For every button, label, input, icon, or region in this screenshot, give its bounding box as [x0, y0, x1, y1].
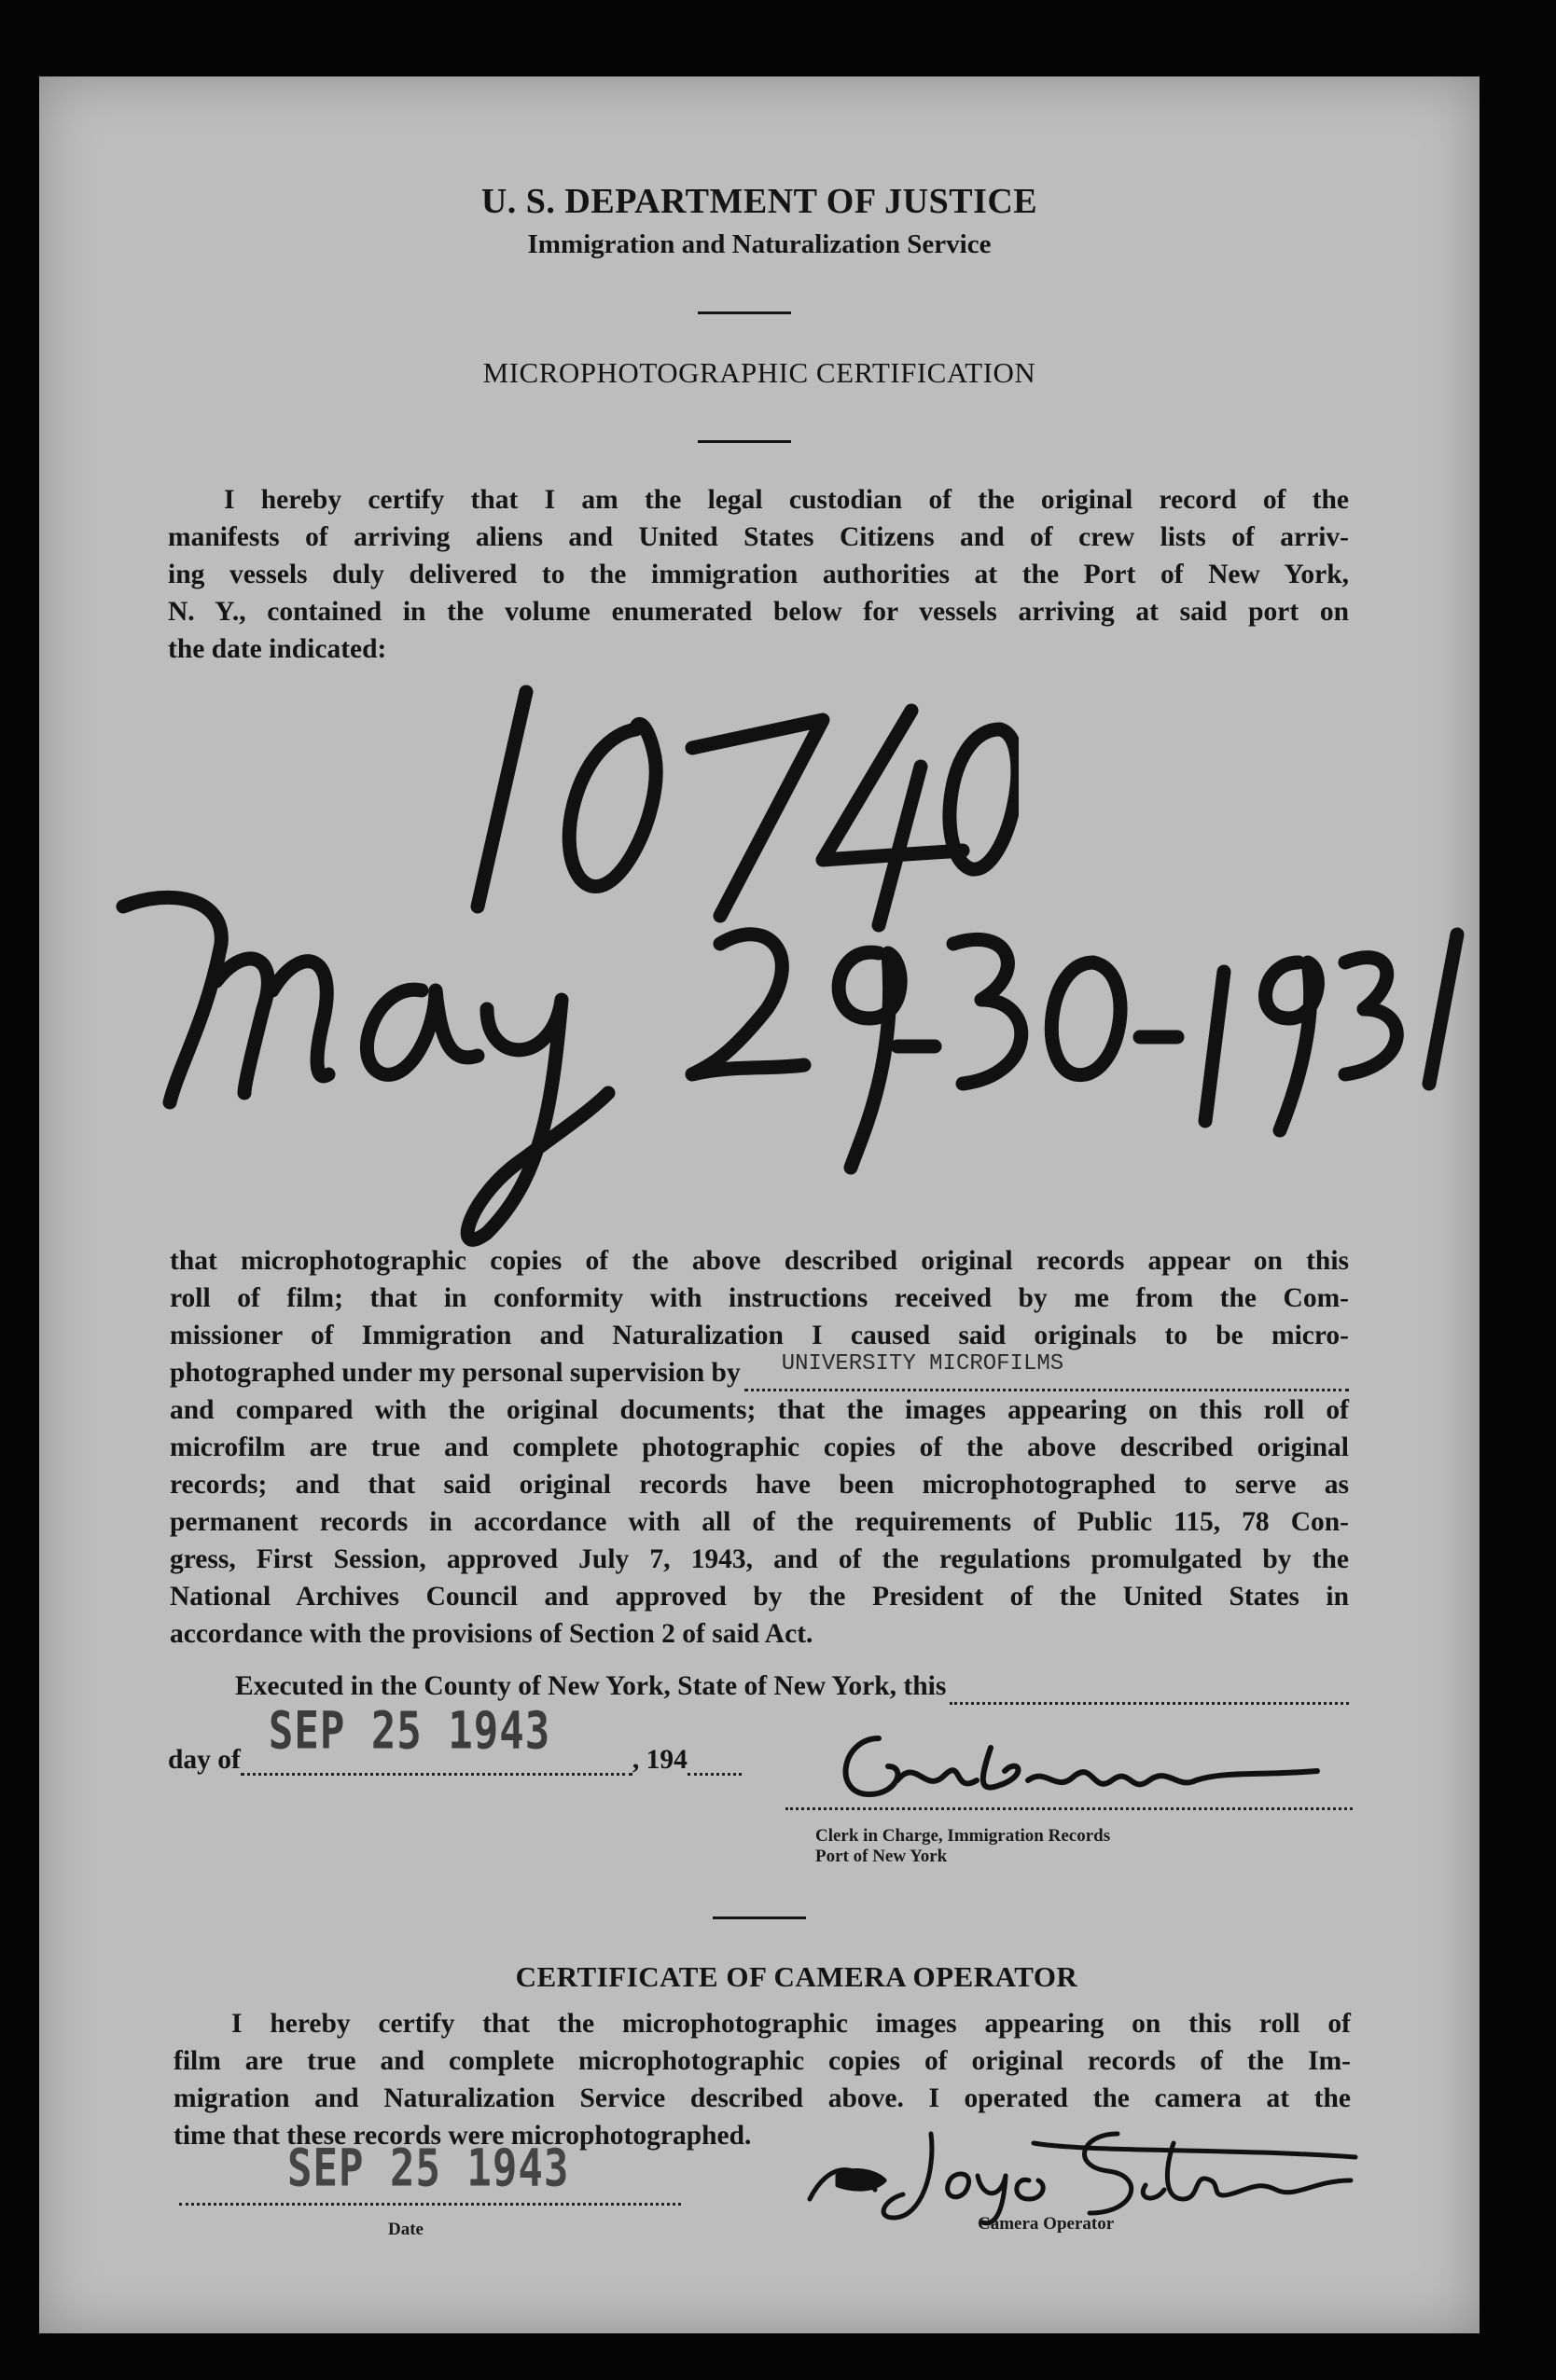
handwritten-date-range: [114, 879, 1494, 1270]
date-line: [179, 2203, 681, 2206]
clerk-title-line1: Clerk in Charge, Immigration Records: [815, 1826, 1111, 1846]
clerk-signature: [813, 1729, 1336, 1813]
day-of-field: [241, 1701, 632, 1776]
service-subtitle: Immigration and Naturalization Service: [527, 229, 992, 259]
execution-day-field: [950, 1676, 1349, 1705]
intro-line: the date indicated:: [168, 634, 387, 664]
year-prefix: , 194: [632, 1745, 688, 1775]
intro-paragraph: [168, 481, 1349, 668]
agency-title: U. S. DEPARTMENT OF JUSTICE: [480, 182, 1038, 221]
camera-heading: CERTIFICATE OF CAMERA OPERATOR: [515, 1960, 1078, 1993]
execution-date-stamp: SEP 25 1943: [268, 1701, 551, 1762]
body-line: roll of film; that in conformity with instructions received by me from the Com-: [170, 1283, 1349, 1313]
clerk-signature-line: [785, 1807, 1353, 1810]
execution-text: Executed in the County of New York, State of New York, this: [235, 1671, 947, 1701]
supervision-typed-value: UNIVERSITY MICROFILMS: [781, 1351, 1064, 1377]
camera-line: time that these records were microphotographed.: [174, 2121, 752, 2151]
certificate-sheet: [39, 76, 1480, 2333]
camera-line: film are true and complete microphotographic copies of original records of the Im-: [174, 2046, 1351, 2076]
body-line: gress, First Session, approved July 7, 1943, and of the regulations promulgated by the: [170, 1544, 1349, 1574]
form-title: MICROPHOTOGRAPHIC CERTIFICATION: [482, 356, 1036, 389]
intro-line: I hereby certify that I am the legal custodian of the original record of the: [224, 485, 1349, 515]
intro-line: manifests of arriving aliens and United States Citizens and of crew lists of arriv-: [168, 522, 1349, 552]
day-of-label: day of: [168, 1745, 241, 1775]
date-label: Date: [388, 2220, 424, 2239]
day-of-line: [168, 1701, 821, 1776]
clerk-title-line2: Port of New York: [815, 1847, 948, 1866]
section-divider: [713, 1916, 806, 1919]
execution-line: [235, 1667, 1349, 1705]
camera-paragraph: [174, 2005, 1351, 2154]
supervision-line: [170, 1351, 1349, 1391]
camera-line: migration and Naturalization Service described above. I operated the camera at the: [174, 2083, 1351, 2113]
camera-line: I hereby certify that the microphotographic images appearing on this roll of: [231, 2009, 1351, 2039]
body-line: records; and that said original records have been microphotographed to serve as: [170, 1470, 1349, 1500]
supervision-field: [744, 1351, 1349, 1391]
body-line: missioner of Immigration and Naturalization I caused said originals to be micro-: [170, 1321, 1349, 1350]
supervision-label: photographed under my personal supervision by: [170, 1358, 741, 1388]
clerk-title: [815, 1826, 1110, 1867]
camera-date-stamp: SEP 25 1943: [287, 2138, 570, 2199]
body-line: permanent records in accordance with all of the requirements of Public 115, 78 Con-: [170, 1507, 1349, 1537]
intro-line: ing vessels duly delivered to the immigration authorities at the Port of New York,: [168, 560, 1349, 589]
body-line: microfilm are true and complete photographic copies of the above described original: [170, 1432, 1349, 1462]
body-line: National Archives Council and approved by the President of the United States in: [170, 1582, 1349, 1612]
body-line: that microphotographic copies of the above described original records appear on this: [170, 1246, 1349, 1276]
title-divider: [698, 440, 791, 443]
handwritten-volume-number: [440, 627, 1019, 934]
header-divider: [698, 311, 791, 314]
intro-line: N. Y., contained in the volume enumerated below for vessels arriving at said port on: [168, 597, 1349, 627]
camera-operator-label: Camera Operator: [978, 2214, 1115, 2234]
year-field: [688, 1749, 742, 1776]
body-line: and compared with the original documents; that the images appearing on this roll of: [170, 1395, 1349, 1425]
body-line: accordance with the provisions of Section 2 of said Act.: [170, 1619, 813, 1649]
certification-paragraph: [170, 1242, 1349, 1653]
